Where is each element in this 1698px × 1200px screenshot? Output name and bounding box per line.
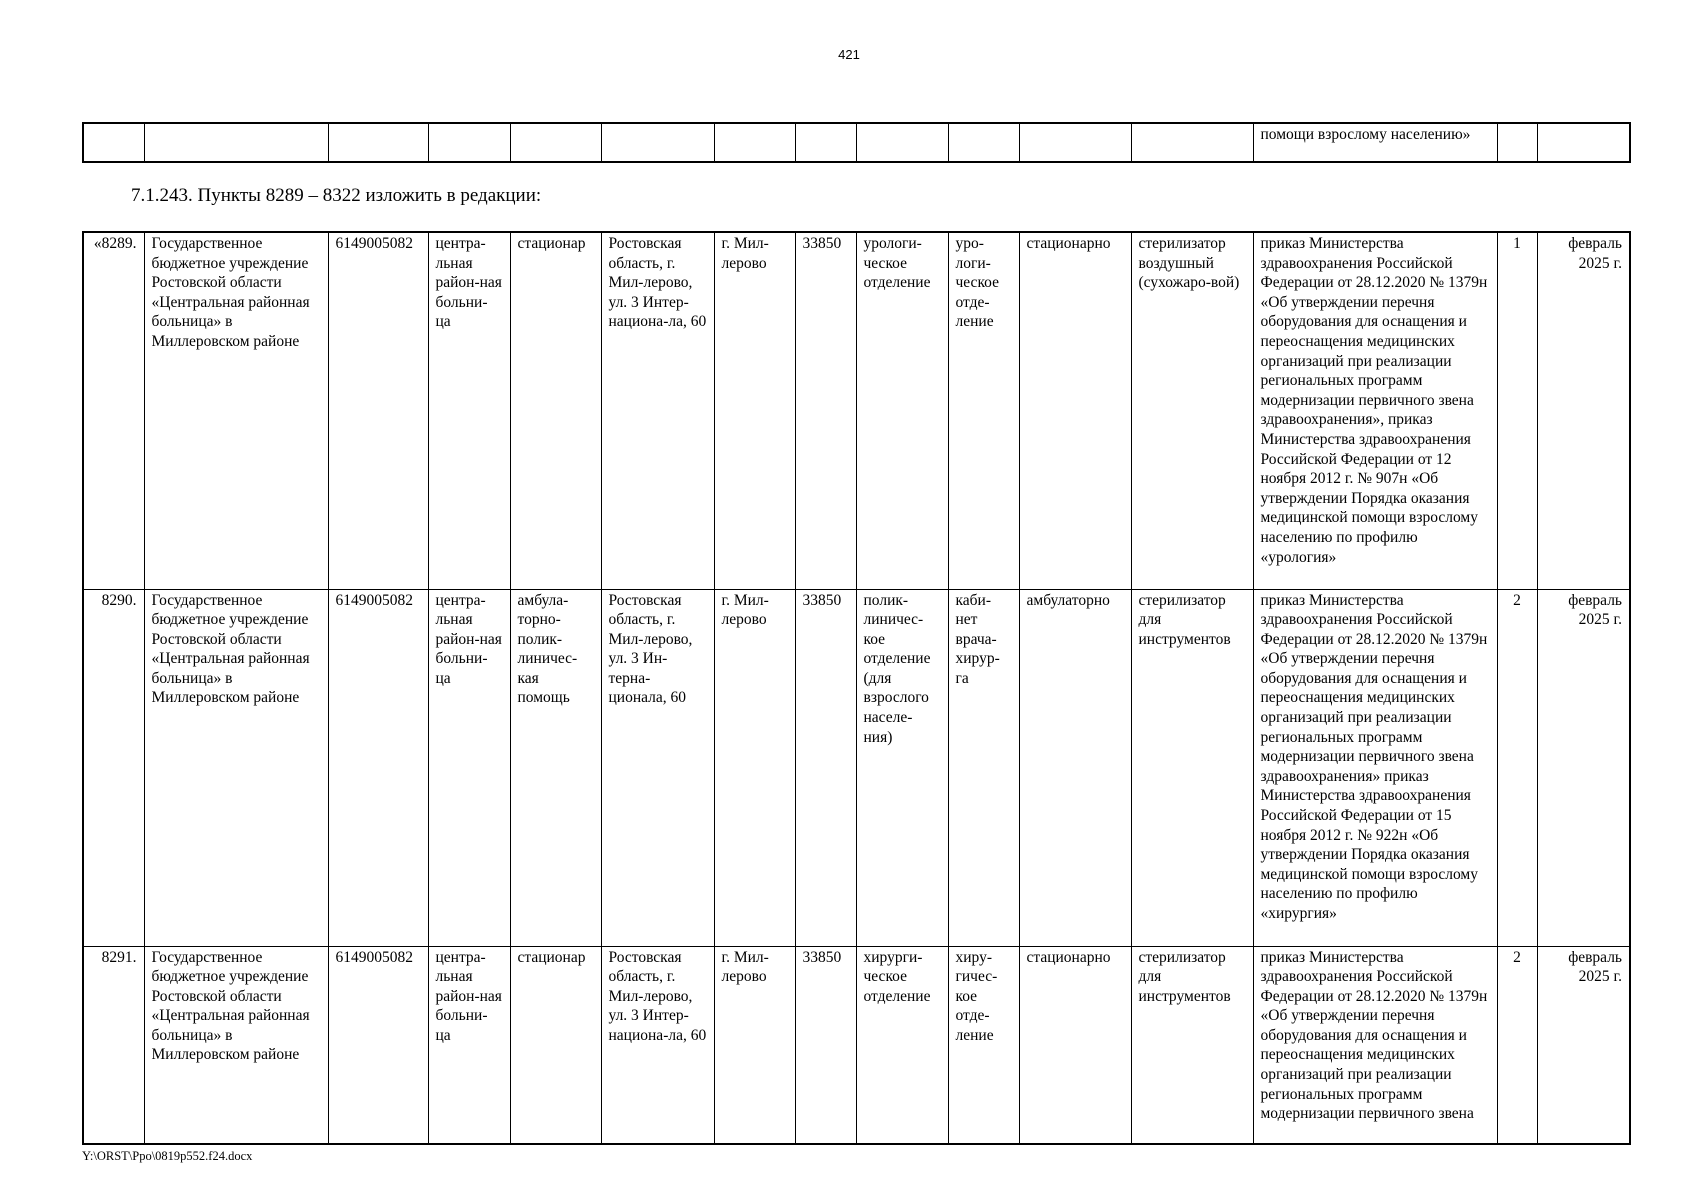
quantity-cell: 2 bbox=[1497, 589, 1537, 946]
table-row bbox=[83, 589, 1630, 946]
quantity-cell: 1 bbox=[1497, 232, 1537, 589]
code-cell: 33850 bbox=[795, 232, 856, 589]
row-number-cell: «8289. bbox=[83, 232, 144, 589]
city-cell: г. Мил-лерово bbox=[714, 589, 795, 946]
organization-cell: Государственное бюджетное учреждение Ростовской области «Центральная районная больница» в Миллеровском районе bbox=[144, 946, 328, 1144]
department-cell: хирурги-ческое отделение bbox=[856, 946, 948, 1144]
inn-cell: 6149005082 bbox=[328, 589, 428, 946]
unit-cell: уро-логи-ческое отде-ление bbox=[948, 232, 1019, 589]
organization-type-cell: центра-льная район-ная больни-ца bbox=[428, 589, 510, 946]
care-mode-cell: амбулаторно bbox=[1019, 589, 1131, 946]
city-cell: г. Мил-лерово bbox=[714, 946, 795, 1144]
legal-basis-cell: приказ Министерства здравоохранения Российской Федерации от 28.12.2020 № 1379н «Об утверждении перечня оборудования для оснащения и переоснащения медицинских организаций при реализации региональных программ модернизации первичного звена здравоохранения» приказ Министерства здравоохранения Российской Федерации от 15 ноября 2012 г. № 922н «Об утверждении Порядка оказания медицинской помощи взрослому населению по профилю «хирургия» bbox=[1253, 589, 1497, 946]
equipment-cell: стерилизатор воздушный (сухожаро-вой) bbox=[1131, 232, 1253, 589]
department-cell: полик-линичес-кое отделение (для взрослого населе-ния) bbox=[856, 589, 948, 946]
date-cell: февраль 2025 г. bbox=[1537, 232, 1630, 589]
equipment-table bbox=[82, 231, 1631, 1145]
table-row bbox=[83, 232, 1630, 589]
row-number-cell: 8290. bbox=[83, 589, 144, 946]
row-number-cell: 8291. bbox=[83, 946, 144, 1144]
code-cell: 33850 bbox=[795, 589, 856, 946]
table-row bbox=[83, 946, 1630, 1144]
code-cell: 33850 bbox=[795, 946, 856, 1144]
organization-cell: Государственное бюджетное учреждение Ростовской области «Центральная районная больница» в Миллеровском районе bbox=[144, 232, 328, 589]
care-mode-cell: стационарно bbox=[1019, 946, 1131, 1144]
section-heading: 7.1.243. Пункты 8289 – 8322 изложить в редакции: bbox=[131, 185, 542, 206]
address-cell: Ростовская область, г. Мил-лерово, ул. 3 Ин-терна-ционала, 60 bbox=[601, 589, 714, 946]
organization-cell: Государственное бюджетное учреждение Ростовской области «Центральная районная больница» в Миллеровском районе bbox=[144, 589, 328, 946]
address-cell: Ростовская область, г. Мил-лерово, ул. 3 Интер-национа-ла, 60 bbox=[601, 232, 714, 589]
legal-basis-cell: приказ Министерства здравоохранения Российской Федерации от 28.12.2020 № 1379н «Об утверждении перечня оборудования для оснащения и переоснащения медицинских организаций при реализации региональных программ модернизации первичного звена здравоохранения», приказ Министерства здравоохранения Российской Федерации от 12 ноября 2012 г. № 907н «Об утверждении Порядка оказания медицинской помощи взрослому населению по профилю «урология» bbox=[1253, 232, 1497, 589]
address-cell: Ростовская область, г. Мил-лерово, ул. 3 Интер-национа-ла, 60 bbox=[601, 946, 714, 1144]
department-cell: урологи-ческое отделение bbox=[856, 232, 948, 589]
document-cell: помощи взрослому населению» bbox=[1253, 123, 1497, 162]
legal-basis-cell: приказ Министерства здравоохранения Российской Федерации от 28.12.2020 № 1379н «Об утверждении перечня оборудования для оснащения и переоснащения медицинских организаций при реализации региональных программ модернизации первичного звена bbox=[1253, 946, 1497, 1144]
table-row bbox=[83, 123, 1630, 162]
page-number: 421 bbox=[838, 47, 860, 62]
date-cell: февраль 2025 г. bbox=[1537, 589, 1630, 946]
care-type-cell: стационар bbox=[510, 946, 601, 1144]
care-type-cell: амбула-торно-полик-линичес-кая помощь bbox=[510, 589, 601, 946]
equipment-cell: стерилизатор для инструментов bbox=[1131, 589, 1253, 946]
date-cell: февраль 2025 г. bbox=[1537, 946, 1630, 1144]
inn-cell: 6149005082 bbox=[328, 946, 428, 1144]
continued-table-fragment bbox=[82, 122, 1631, 163]
organization-type-cell: центра-льная район-ная больни-ца bbox=[428, 946, 510, 1144]
quantity-cell: 2 bbox=[1497, 946, 1537, 1144]
equipment-cell: стерилизатор для инструментов bbox=[1131, 946, 1253, 1144]
unit-cell: хиру-гичес-кое отде-ление bbox=[948, 946, 1019, 1144]
organization-type-cell: центра-льная район-ная больни-ца bbox=[428, 232, 510, 589]
city-cell: г. Мил-лерово bbox=[714, 232, 795, 589]
care-mode-cell: стационарно bbox=[1019, 232, 1131, 589]
inn-cell: 6149005082 bbox=[328, 232, 428, 589]
care-type-cell: стационар bbox=[510, 232, 601, 589]
unit-cell: каби-нет врача-хирур-га bbox=[948, 589, 1019, 946]
file-path-footer: Y:\ORST\Ppo\0819p552.f24.docx bbox=[82, 1149, 253, 1163]
